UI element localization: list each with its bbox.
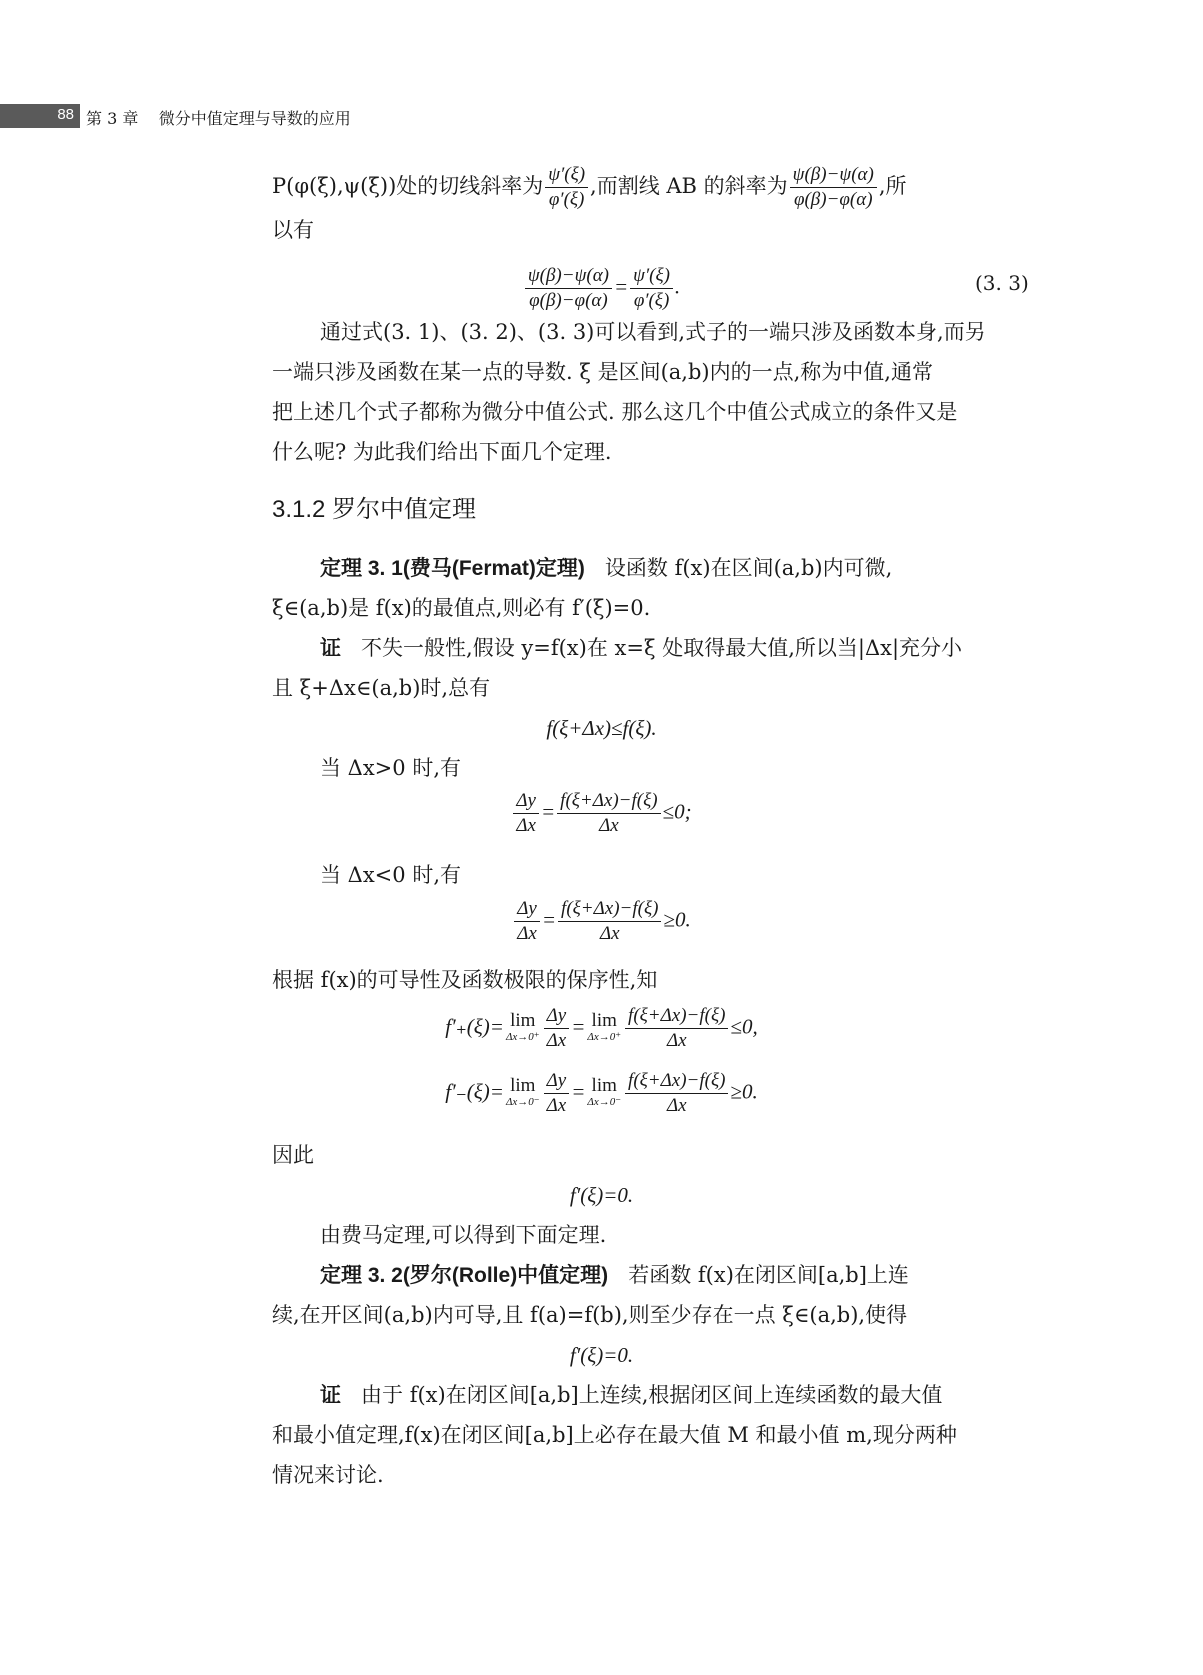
theorem-3-2: 定理 3. 2(罗尔(Rolle)中值定理) 若函数 f(x)在闭区间[a,b]上连 bbox=[320, 1263, 909, 1287]
theorem-line: ξ∈(a,b)是 f(x)的最值点,则必有 f′(ξ)=0. bbox=[272, 596, 651, 620]
paragraph-line: 通过式(3. 1)、(3. 2)、(3. 3)可以看到,式子的一端只涉及函数本身,而另 bbox=[320, 320, 986, 344]
equation-left-derivative: f′₋(ξ)= lim Δx→0⁻ $\frac{\Delta y}{\Delta x}$ = lim Δx→0⁻ $\frac{f(\xi+\Delta x)-f(\xi)}{\Delta x}$ ≥0. bbox=[445, 1070, 758, 1116]
equation: f′(ξ)=0. bbox=[569, 1343, 634, 1367]
text-line: 当 Δx<0 时,有 bbox=[320, 863, 461, 887]
equation-difference-quotient-neg: $\frac{\Delta y}{\Delta x}$ = $\frac{f(\xi+\Delta x)-f(\xi)}{\Delta x}$ ≥0. bbox=[0, 898, 1203, 945]
text-line: 以有 bbox=[272, 218, 314, 242]
equation: f(ξ+Δx)≤f(ξ). bbox=[546, 716, 657, 740]
section-heading: 3.1.2 罗尔中值定理 bbox=[272, 496, 477, 523]
theorem-line: 续,在开区间(a,b)内可导,且 f(a)=f(b),则至少存在一点 ξ∈(a,b),使得 bbox=[272, 1303, 908, 1327]
theorem-3-1: 定理 3. 1(费马(Fermat)定理) 设函数 f(x)在区间(a,b)内可微, bbox=[320, 556, 893, 580]
text: ,而割线 AB 的斜率为 bbox=[590, 174, 788, 198]
proof-1: 证 不失一般性,假设 y=f(x)在 x=ξ 处取得最大值,所以当|Δx|充分小 bbox=[320, 636, 963, 660]
text-line: 根据 f(x)的可导性及函数极限的保序性,知 bbox=[272, 968, 658, 992]
paragraph-line: 一端只涉及函数在某一点的导数. ξ 是区间(a,b)内的一点,称为中值,通常 bbox=[272, 360, 933, 384]
theorem-title: 定理 3. 1(费马(Fermat)定理) bbox=[320, 557, 585, 580]
page-number: 88 bbox=[57, 106, 74, 123]
equation-right-derivative: f′₊(ξ)= lim Δx→0⁺ $\frac{\Delta y}{\Delta x}$ = lim Δx→0⁺ $\frac{f(\xi+\Delta x)-f(\xi)}{\Delta x}$ ≤0, bbox=[445, 1005, 758, 1051]
text-line: 由费马定理,可以得到下面定理. bbox=[320, 1223, 607, 1247]
equation: f′(ξ)=0. bbox=[569, 1183, 634, 1207]
proof-label: 证 bbox=[320, 637, 341, 660]
equation-number: (3. 3) bbox=[975, 271, 1029, 295]
proof-label: 证 bbox=[320, 1384, 341, 1407]
text: ,所 bbox=[878, 174, 907, 198]
text: P(φ(ξ),ψ(ξ))处的切线斜率为 bbox=[272, 174, 544, 198]
page-number-box bbox=[0, 104, 80, 128]
paragraph-tangent-slope bbox=[272, 164, 907, 211]
text-line: 因此 bbox=[272, 1143, 314, 1167]
proof-2: 证 由于 f(x)在闭区间[a,b]上连续,根据闭区间上连续函数的最大值 bbox=[320, 1383, 943, 1407]
fraction: $\frac{\psi(\beta)-\psi(\alpha)}{\varphi(\beta)-\varphi(\alpha)}$ bbox=[790, 164, 877, 211]
equation-3-3: $\frac{\psi(\beta)-\psi(\alpha)}{\varphi(\beta)-\varphi(\alpha)}$ = $\frac{\psi'(\xi)}{\varphi'(\xi)}$ . bbox=[0, 265, 1203, 312]
paragraph-line: 把上述几个式子都称为微分中值公式. 那么这几个中值公式成立的条件又是 bbox=[272, 400, 958, 424]
text-line: 当 Δx>0 时,有 bbox=[320, 756, 461, 780]
proof-line: 和最小值定理,f(x)在闭区间[a,b]上必存在最大值 M 和最小值 m,现分两种 bbox=[272, 1423, 957, 1447]
proof-line: 且 ξ+Δx∈(a,b)时,总有 bbox=[272, 676, 491, 700]
theorem-title: 定理 3. 2(罗尔(Rolle)中值定理) bbox=[320, 1264, 609, 1287]
equation-difference-quotient-pos: $\frac{\Delta y}{\Delta x}$ = $\frac{f(\xi+\Delta x)-f(\xi)}{\Delta x}$ ≤0; bbox=[0, 790, 1203, 837]
proof-line: 情况来讨论. bbox=[272, 1463, 384, 1487]
fraction: $\frac{\psi'(\xi)}{\varphi'(\xi)}$ bbox=[545, 164, 588, 211]
running-head-title: 第 3 章 微分中值定理与导数的应用 bbox=[86, 109, 351, 128]
paragraph-line: 什么呢? 为此我们给出下面几个定理. bbox=[272, 440, 612, 464]
running-header bbox=[0, 104, 1203, 128]
